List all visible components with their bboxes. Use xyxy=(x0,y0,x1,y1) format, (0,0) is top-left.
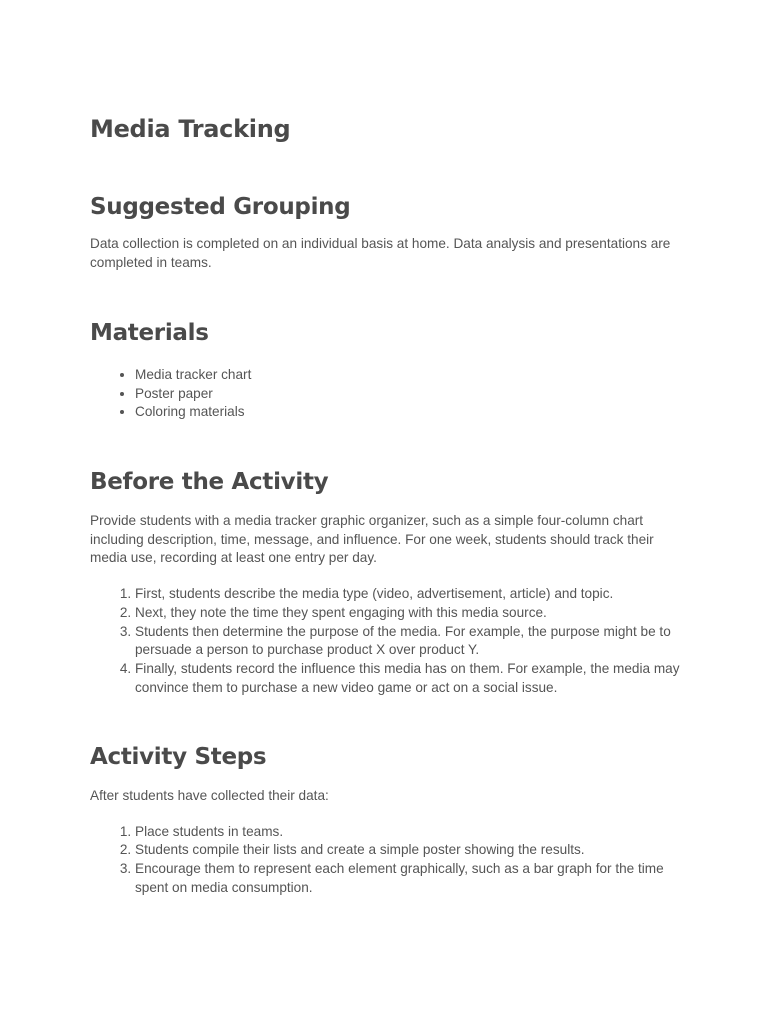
section-heading: Materials xyxy=(90,320,209,346)
activity-steps-list xyxy=(90,823,686,898)
section-activity-steps xyxy=(90,741,686,898)
section-materials xyxy=(90,317,686,422)
list-item: • Poster paper xyxy=(135,385,686,404)
list-item: 4. Finally, students record the influence this media has on them. For example, the media may convince them to purchase a new video game or act on a social issue. xyxy=(135,660,686,697)
grouping-text: Data collection is completed on an individual basis at home. Data analysis and presentations are completed in teams. xyxy=(90,236,671,270)
before-steps-list xyxy=(90,585,686,697)
activity-intro: After students have collected their data: xyxy=(90,788,329,803)
list-item: 2. Students compile their lists and create a simple poster showing the results. xyxy=(135,841,686,860)
list-item: • Media tracker chart xyxy=(135,366,686,385)
list-item: 3. Students then determine the purpose of the media. For example, the purpose might be to persuade a person to purchase product X over product Y. xyxy=(135,623,686,660)
section-suggested-grouping xyxy=(90,191,686,272)
section-heading: Activity Steps xyxy=(90,744,267,770)
materials-list xyxy=(90,366,686,422)
list-item: 3. Encourage them to represent each element graphically, such as a bar graph for the time spent on media consumption. xyxy=(135,860,686,897)
list-item: 1. Place students in teams. xyxy=(135,823,686,842)
section-heading: Suggested Grouping xyxy=(90,194,351,220)
section-heading: Before the Activity xyxy=(90,469,329,495)
before-intro: Provide students with a media tracker graphic organizer, such as a simple four-column chart including description, time, message, and influence. For one week, students should track their media use, recording at least one entry per day. xyxy=(90,513,654,566)
list-item: 1. First, students describe the media type (video, advertisement, article) and topic. xyxy=(135,585,686,604)
page-title: Media Tracking xyxy=(90,115,291,143)
section-before-activity xyxy=(90,466,686,697)
list-item: 2. Next, they note the time they spent engaging with this media source. xyxy=(135,604,686,623)
list-item: • Coloring materials xyxy=(135,403,686,422)
